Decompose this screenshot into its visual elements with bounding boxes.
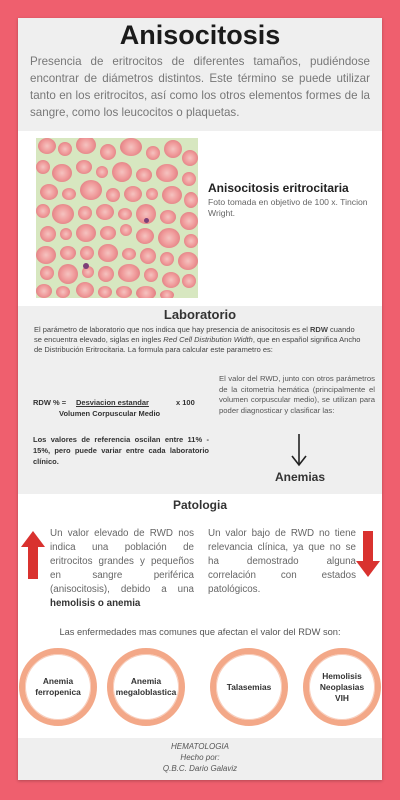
high-rdw-cause: hemolisis o anemia	[50, 598, 141, 609]
formula-label: RDW % =	[33, 398, 67, 407]
formula-denominator: Volumen Corpuscular Medio	[59, 409, 161, 418]
image-caption-text: Foto tomada en objetivo de 100 x. Tincion Wright.	[208, 197, 368, 218]
page-title: Anisocitosis	[119, 20, 281, 50]
high-rdw-desc: Un valor elevado de RWD nos indica una población de eritrocitos grandes y pequeños en sangre periférica (anisocitosis), debido a una	[50, 528, 194, 595]
high-rdw-text	[50, 527, 194, 611]
low-rdw-text: Un valor bajo de RWD no tiene relevancia clínica, ya que no se ha demostrado alguna correlación con estados patológicos.	[208, 528, 356, 595]
microscope-image	[36, 138, 198, 298]
intro-text: Presencia de eritrocitos de diferentes tamaños, pudiéndose encontrar de diámetros distintos. Este término se puede utilizar tanto en los eritrocitos, así como los otros elementos formes de la sangre, como los leucocitos o plaquetas.	[30, 55, 370, 119]
disease-label: Hemolisis Neoplasias VIH	[319, 670, 365, 703]
lab-text-start: El parámetro de laboratorio que nos indica que hay presencia de anisocitosis es el	[34, 325, 310, 334]
arrow-down-red-icon	[356, 531, 380, 577]
patologia-heading: Patologia	[172, 498, 227, 512]
laboratorio-paragraph	[34, 325, 364, 355]
disease-label: Anemia megaloblastica	[115, 676, 177, 697]
disease-circle-talasemias	[210, 648, 288, 726]
disease-label: Anemia ferropenica	[35, 676, 81, 697]
disease-circle-anemia-ferropenica	[19, 648, 97, 726]
laboratorio-heading: Laboratorio	[163, 307, 237, 322]
footer-subject: HEMATOLOGIA	[171, 742, 229, 751]
disease-circle-hemolisis	[303, 648, 381, 726]
arrow-up-icon	[21, 531, 45, 579]
rwd-description: El valor del RWD, junto con otros parámetros de la citometria hemática (principalmente el volumen corpuscular medio), se utilizan para poder diagnosticar y clasificar las:	[219, 374, 375, 415]
footer-credits	[18, 741, 382, 774]
formula-numerator: Desviacion estandar	[76, 398, 149, 407]
disease-circle-anemia-megaloblastica	[107, 648, 185, 726]
lab-text-end: , que en español significa Ancho de Distribución Eritrocitaria. La formula para calcular este parametro es:	[34, 335, 361, 354]
formula-multiplier: x 100	[176, 398, 195, 407]
anemias-label: Anemias	[274, 470, 326, 484]
disease-label: Talasemias	[226, 681, 272, 692]
reference-values: Los valores de referencia oscilan entre 11% - 15%, pero puede variar entre cada laboratorio clínico.	[33, 435, 209, 466]
footer-author: Q.B.C. Dario Galaviz	[162, 764, 238, 773]
lab-text-mid: cuando se encuentra elevado, siglas en ingles	[34, 325, 355, 344]
footer-made-by: Hecho por:	[180, 753, 220, 762]
rdw-abbr: RDW	[310, 325, 328, 334]
rdw-english-name: Red Cell Distribution Width	[163, 335, 253, 344]
arrow-down-icon	[289, 432, 309, 468]
diseases-intro: Las enfermedades mas comunes que afectan el valor del RDW son:	[59, 627, 341, 637]
image-caption-title: Anisocitosis eritrocitaria	[208, 181, 349, 195]
